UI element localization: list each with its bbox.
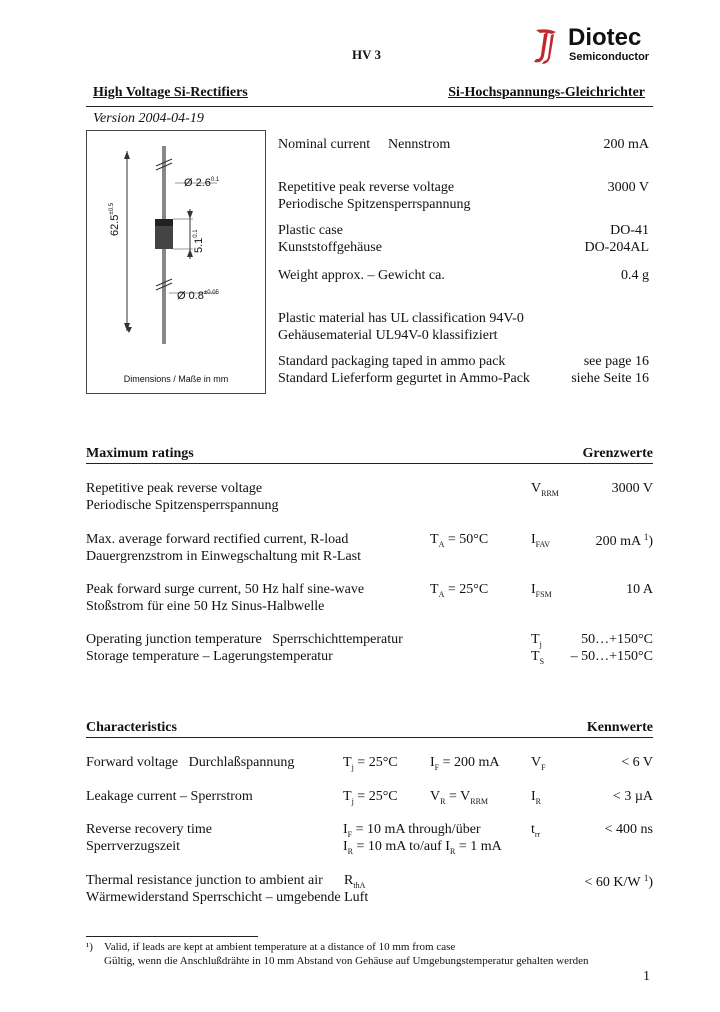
page-number: 1 <box>643 969 650 984</box>
max-ratings-title-de: Grenzwerte <box>582 446 653 461</box>
part-number: HV 3 <box>352 47 382 62</box>
footnote-mark: ¹) <box>86 941 93 953</box>
characteristics-title: Characteristics <box>86 720 177 735</box>
max-ratings-rule <box>86 463 653 464</box>
footnote-english: Valid, if leads are kept at ambient temperature at a distance of 10 mm from case <box>104 941 456 953</box>
dimensions-caption: Dimensions / Maße in mm <box>123 374 229 384</box>
brand-subtitle: Semiconductor <box>569 51 650 63</box>
characteristics-rule <box>86 737 653 738</box>
dim-diameter-lead: Ø $0.8^{\pm 0.05}$ <box>177 290 219 302</box>
diode-outline-icon <box>87 131 265 393</box>
footnote-rule <box>86 936 258 937</box>
dimension-drawing <box>86 130 266 394</box>
diotec-logo-icon <box>530 26 566 66</box>
brand-logo <box>530 26 660 66</box>
max-ratings-title: Maximum ratings <box>86 446 194 461</box>
dim-diameter-body: Ø $2.6^{0.1}$ <box>184 177 220 189</box>
dim-body-length: $5.1^{0.1}$ <box>193 229 205 253</box>
title-german: Si-Hochspannungs-Gleichrichter <box>448 85 645 100</box>
title-rule <box>86 106 653 107</box>
title-english: High Voltage Si-Rectifiers <box>93 85 248 100</box>
footnote-german: Gültig, wenn die Anschlußdrähte in 10 mm Abstand von Gehäuse auf Umgebungstemperatur gehalten werden <box>104 955 589 967</box>
dim-overall-length: $62.5^{\pm 0.5}$ <box>109 202 121 236</box>
brand-name: Diotec <box>568 24 642 51</box>
characteristics-title-de: Kennwerte <box>586 720 653 735</box>
version: Version 2004-04-19 <box>93 111 204 126</box>
